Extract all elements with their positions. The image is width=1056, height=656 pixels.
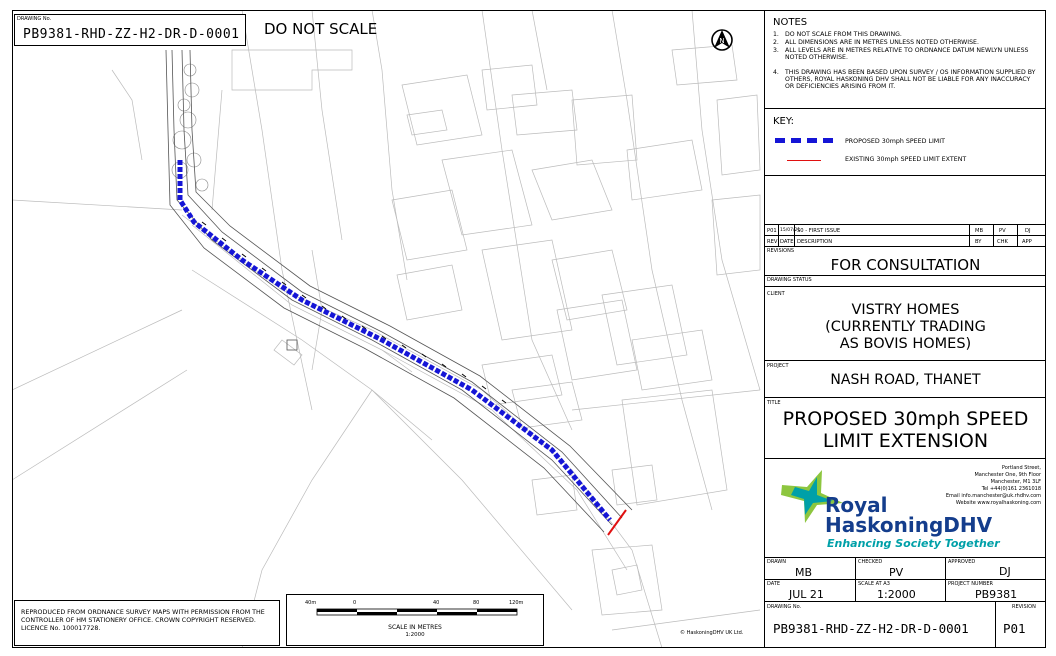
footer-drawing-no-label: DRAWING No. [767, 604, 802, 610]
rev-cell: P01 [767, 228, 777, 234]
status-label: DRAWING STATUS [767, 277, 812, 283]
title-line: LIMIT EXTENSION [822, 430, 989, 452]
scale-tick: 40m [305, 600, 317, 606]
drawing-title [765, 408, 1046, 452]
title-block-panel [764, 10, 1046, 648]
note-item [773, 39, 1041, 46]
project-number-label: PROJECT NUMBER [948, 581, 993, 587]
company-name-1: Royal [825, 493, 888, 517]
map-copyright-mark: © HaskoningDHV UK Ltd. [680, 630, 744, 636]
revision-number: P01 [1003, 621, 1026, 636]
note-text: ALL LEVELS ARE IN METRES RELATIVE TO ORDNANCE DATUM NEWLYN UNLESS NOTED OTHERWISE. [785, 47, 1029, 61]
drawing-date: JUL 21 [789, 588, 824, 601]
company-block [765, 459, 1045, 557]
revision-label: REVISION [1012, 604, 1036, 610]
key-swatch-blue [775, 138, 833, 143]
note-item [773, 31, 1041, 38]
key-swatch-red [787, 160, 821, 161]
note-number: 3. [773, 47, 779, 54]
note-text: ALL DIMENSIONS ARE IN METRES UNLESS NOTED OTHERWISE. [785, 39, 979, 46]
checked-by: PV [889, 566, 904, 579]
key-label: EXISTING 30mph SPEED LIMIT EXTENT [845, 156, 967, 163]
title-line: PROPOSED 30mph SPEED [782, 408, 1029, 430]
address-line: Email info.manchester@uk.rhdhv.com [945, 493, 1041, 499]
note-number: 2. [773, 39, 779, 46]
rev-header: REV [767, 239, 778, 245]
note-number: 4. [773, 69, 779, 76]
rev-cell: 15/07/21 [780, 228, 801, 233]
address-line: Manchester, M1 3LF [990, 479, 1041, 485]
address-line: Portland Street, [1001, 465, 1041, 471]
company-name-2: HaskoningDHV [825, 513, 993, 537]
project-name: NASH ROAD, THANET [830, 372, 981, 388]
svg-text:N: N [719, 37, 725, 45]
rev-header: DESCRIPTION [797, 239, 833, 245]
rev-header: BY [975, 239, 982, 245]
rev-cell: MB [975, 228, 984, 234]
scale-ratio: 1:2000 [405, 632, 425, 638]
project-number: PB9381 [975, 588, 1018, 601]
client-line: AS BOVIS HOMES) [839, 336, 972, 352]
note-item [773, 47, 1041, 61]
scale-tick: 120m [509, 600, 524, 606]
date-label: DATE [767, 581, 781, 587]
drawing-number: PB9381-RHD-ZZ-H2-DR-D-0001 [23, 27, 240, 42]
approved-label: APPROVED [948, 559, 976, 565]
approved-by: DJ [999, 565, 1011, 578]
address-line: Tel +44(0)161 2361018 [981, 486, 1041, 492]
scale-title: SCALE IN METRES [388, 624, 442, 631]
project-label: PROJECT [767, 363, 789, 369]
rev-header: APP [1022, 239, 1032, 245]
scale-tick: 40 [433, 600, 440, 606]
checked-label: CHECKED [858, 559, 883, 565]
rev-header: DATE [780, 239, 794, 245]
notes-heading: NOTES [773, 17, 808, 28]
note-item [773, 69, 1041, 90]
drawing-scale: 1:2000 [877, 588, 916, 601]
drawn-by: MB [795, 566, 813, 579]
rev-header: CHK [997, 239, 1008, 245]
company-tagline: Enhancing Society Together [827, 537, 1000, 550]
revisions-label: REVISIONS [767, 248, 795, 254]
rev-cell: DJ [1025, 228, 1031, 234]
company-address [946, 465, 1041, 507]
scale-label: SCALE AT A3 [858, 581, 890, 587]
footer-drawing-number: PB9381-RHD-ZZ-H2-DR-D-0001 [773, 621, 969, 636]
note-text: THIS DRAWING HAS BEEN BASED UPON SURVEY / OS INFORMATION SUPPLIED BY OTHERS, ROYAL HASKONING DHV SHALL NOT BE LIABLE FOR ANY INACCURACY OR DEFICIENCIES ARISING FROM IT. [785, 69, 1036, 90]
copyright-text: REPRODUCED FROM ORDNANCE SURVEY MAPS WITH PERMISSION FROM THE CONTROLLER OF HM STATIONERY OFFICE. CROWN COPYRIGHT RESERVED. LICENCE No. 100017728. [21, 609, 265, 632]
address-line: Manchester One, 9th Floor [974, 472, 1041, 478]
do-not-scale-label: DO NOT SCALE [264, 20, 378, 38]
rev-cell: PV [999, 228, 1006, 234]
address-line: Website www.royalhaskoning.com [955, 500, 1041, 506]
client-label: CLIENT [767, 291, 785, 297]
client-line: (CURRENTLY TRADING [825, 319, 986, 335]
note-number: 1. [773, 31, 779, 38]
key-label: PROPOSED 30mph SPEED LIMIT [845, 138, 945, 145]
drawing-status: FOR CONSULTATION [830, 256, 981, 274]
scale-tick: 0 [353, 600, 357, 606]
drawing-number-label: DRAWING No. [17, 16, 52, 22]
client-line: VISTRY HOMES [851, 302, 960, 318]
note-text: DO NOT SCALE FROM THIS DRAWING. [785, 31, 902, 38]
title-label: TITLE [767, 400, 781, 406]
key-heading: KEY: [773, 116, 795, 127]
client-name [765, 302, 1046, 353]
drawn-label: DRAWN [767, 559, 786, 565]
rev-cell: S0 - FIRST ISSUE [797, 228, 841, 234]
scale-tick: 80 [473, 600, 480, 606]
